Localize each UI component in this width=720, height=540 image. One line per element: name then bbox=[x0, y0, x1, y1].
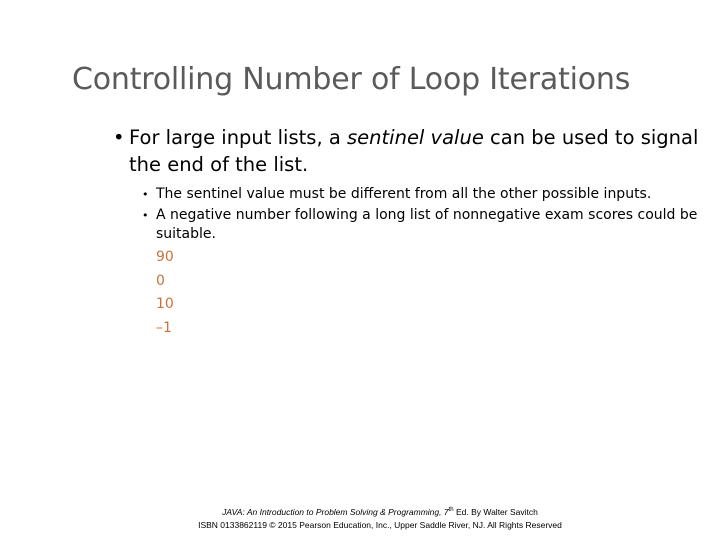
footer-book-citation bbox=[0, 507, 720, 517]
footer-copyright: ISBN 0133862119 © 2015 Pearson Education, Inc., Upper Saddle River, NJ. All Rights Reserved bbox=[198, 520, 562, 530]
main-bullet-text-before: For large input lists, a bbox=[129, 126, 347, 149]
slide-title: Controlling Number of Loop Iterations bbox=[72, 62, 631, 97]
example-value: 0 bbox=[156, 272, 165, 289]
example-value: 90 bbox=[156, 249, 174, 265]
example-value-list bbox=[156, 246, 174, 340]
main-bullet-text-after: can be used to signal the end of the list. bbox=[129, 126, 699, 176]
footer-author: Ed. By Walter Savitch bbox=[453, 507, 538, 517]
example-value: 10 bbox=[156, 296, 174, 312]
main-bullet bbox=[113, 124, 720, 178]
sub-bullet-icon: • bbox=[142, 209, 149, 222]
sub-bullet-item bbox=[142, 206, 702, 244]
sub-bullet-text: The sentinel value must be different from all the other possible inputs. bbox=[156, 186, 652, 202]
sub-bullet-text: A negative number following a long list of nonnegative exam scores could be suitable. bbox=[156, 207, 698, 242]
example-value: –1 bbox=[156, 319, 172, 336]
bullet-icon: • bbox=[113, 126, 125, 149]
sub-bullet-icon: • bbox=[142, 188, 149, 201]
sub-bullet-list bbox=[142, 185, 702, 246]
footer-edition-suffix: th bbox=[448, 507, 454, 514]
sub-bullet-item bbox=[142, 185, 702, 204]
main-bullet-emphasis: sentinel value bbox=[347, 126, 484, 149]
footer-book-title: JAVA: An Introduction to Problem Solving & Programming, 7 bbox=[222, 507, 449, 517]
